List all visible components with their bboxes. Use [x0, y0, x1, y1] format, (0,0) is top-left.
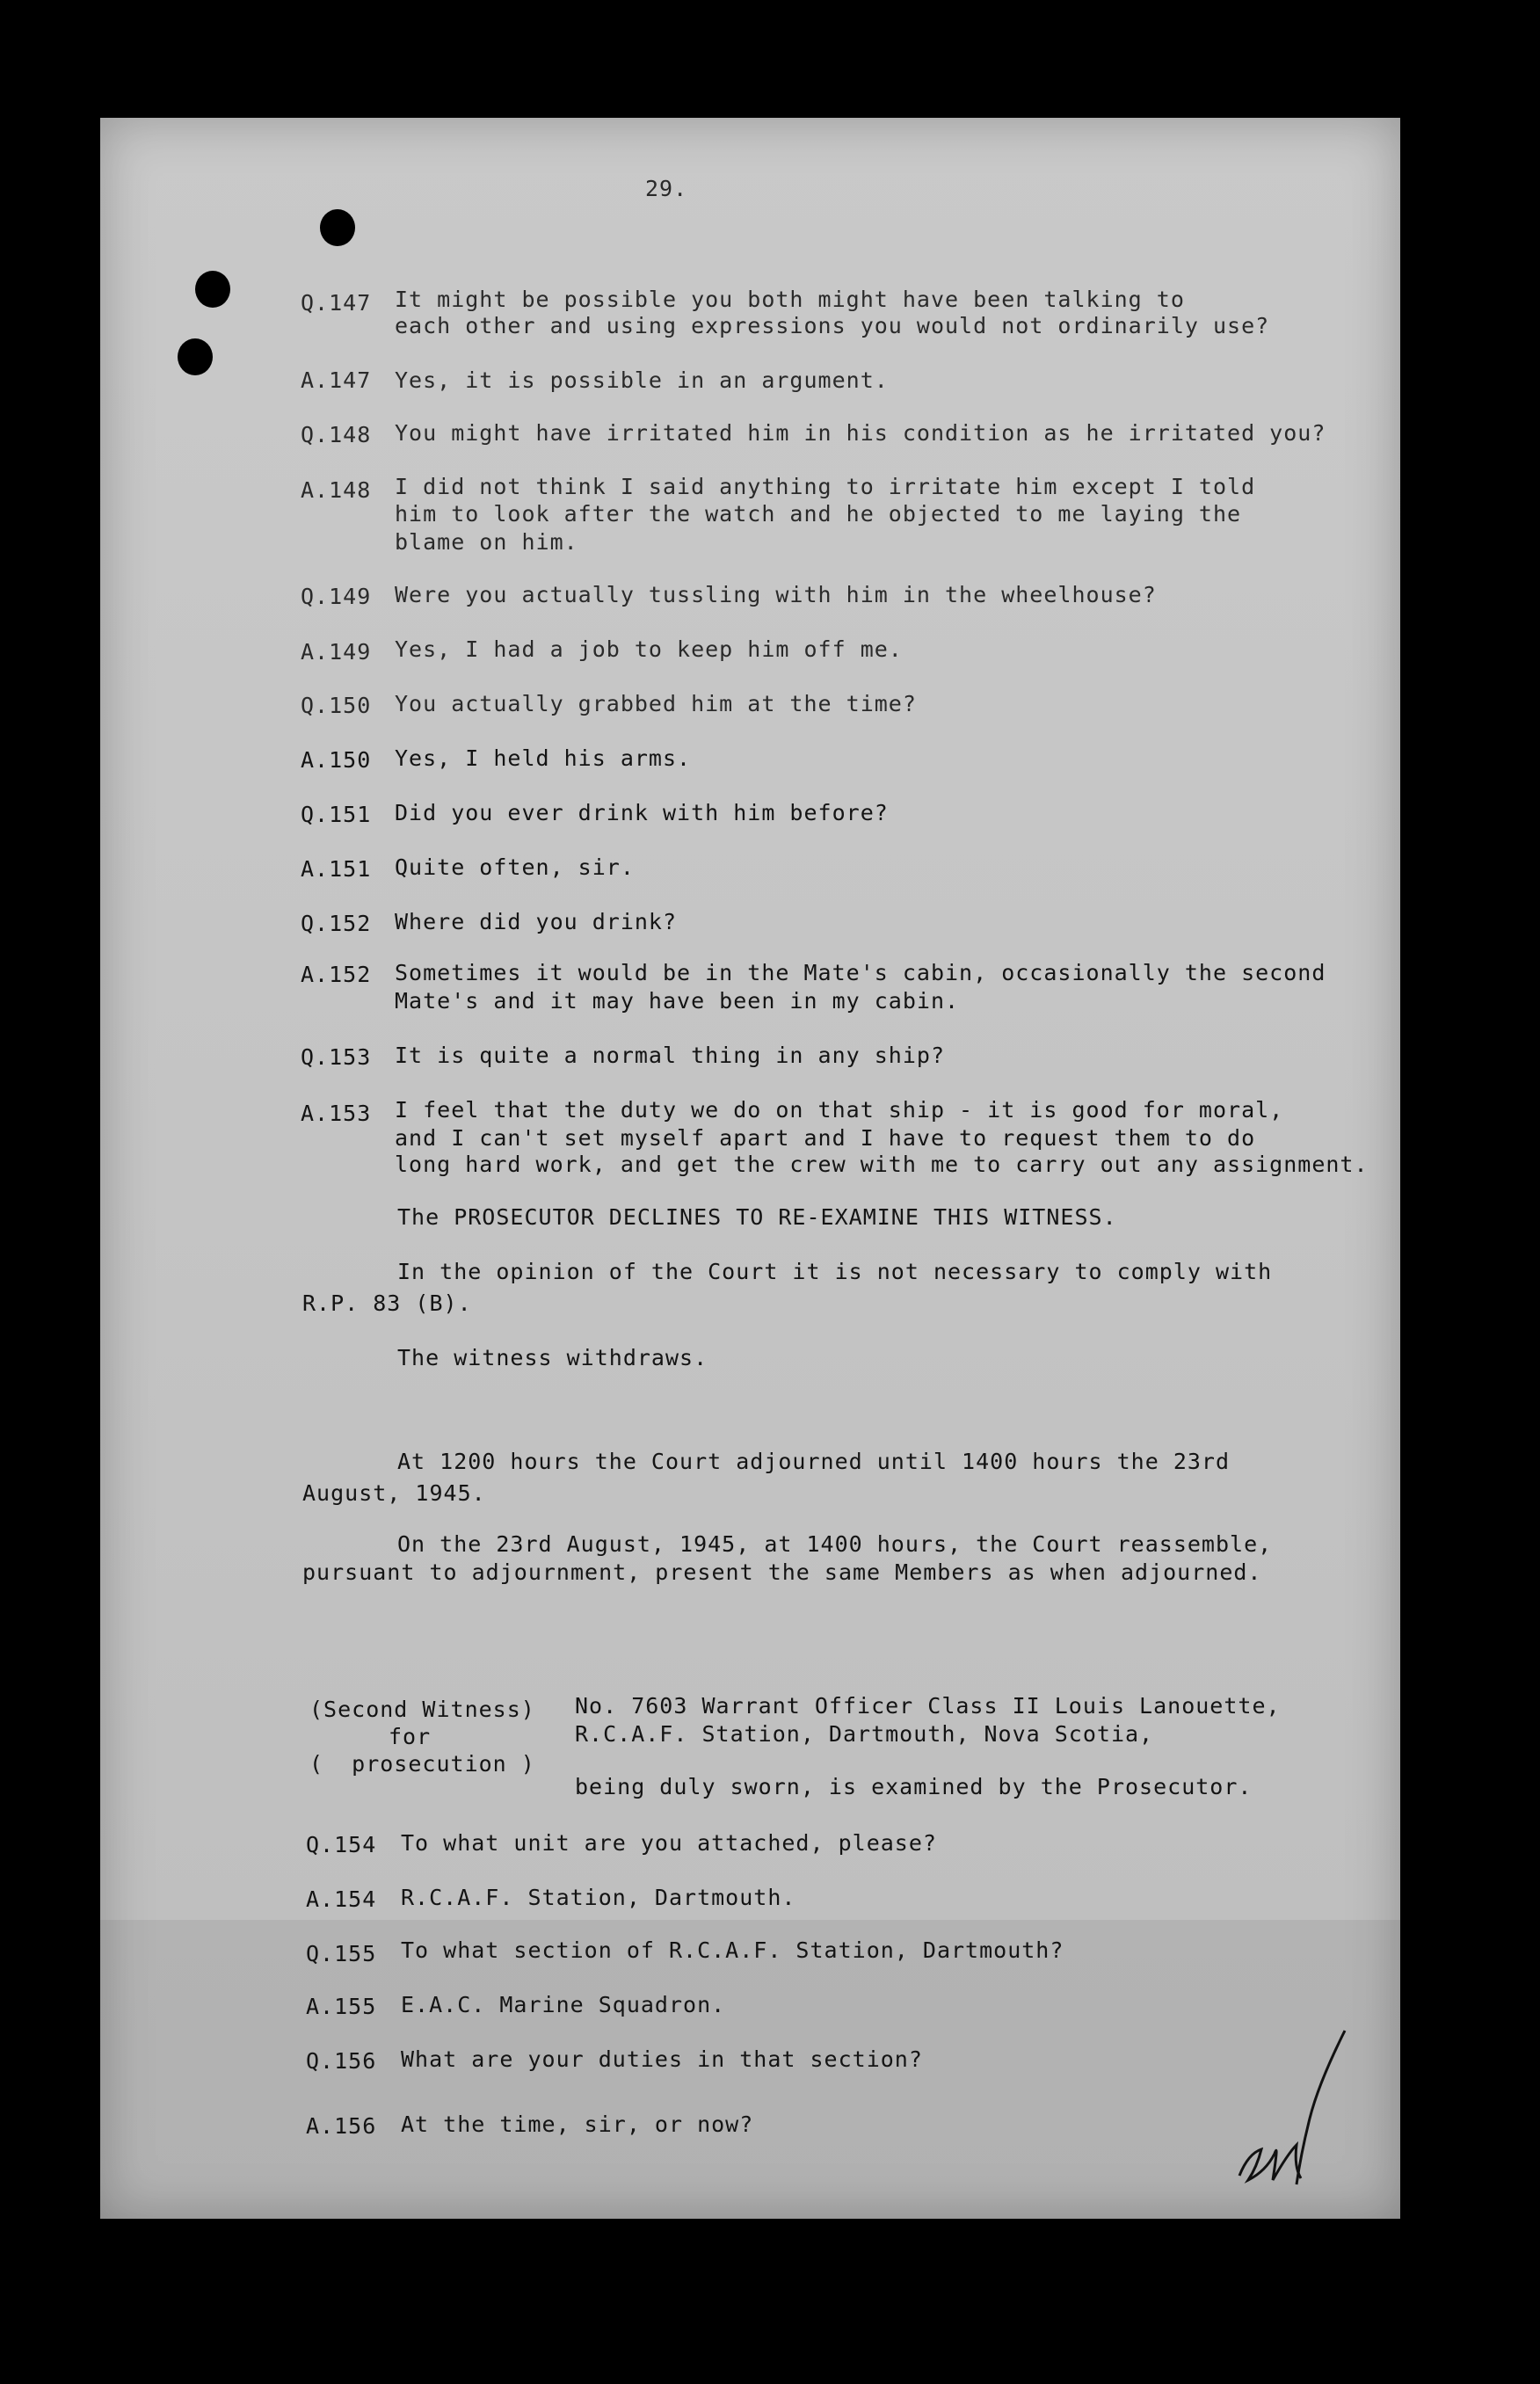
- qa-id: A.153: [301, 1101, 372, 1126]
- witness-withdraws: The witness withdraws.: [397, 1345, 708, 1370]
- page-number: 29.: [645, 176, 688, 201]
- qa-id: A.152: [301, 962, 372, 987]
- qa-id: A.149: [301, 639, 372, 665]
- witness-details-line1: No. 7603 Warrant Officer Class II Louis Lanouette,: [575, 1693, 1281, 1719]
- qa-text: What are your duties in that section?: [401, 2046, 923, 2072]
- qa-text: I feel that the duty we do on that ship - it is good for moral,: [395, 1097, 1284, 1123]
- qa-id: A.147: [301, 367, 372, 393]
- qa-text: To what section of R.C.A.F. Station, Dartmouth?: [401, 1937, 1064, 1963]
- qa-id: A.155: [306, 1994, 377, 2019]
- qa-text: Quite often, sir.: [395, 854, 635, 880]
- qa-id: Q.150: [301, 693, 372, 718]
- qa-text: Where did you drink?: [395, 909, 678, 934]
- qa-text: him to look after the watch and he objected to me laying the: [395, 501, 1242, 527]
- witness-details-line3: being duly sworn, is examined by the Prosecutor.: [575, 1774, 1253, 1799]
- witness-label-line2: for: [389, 1724, 432, 1749]
- punch-hole-top: [320, 209, 355, 246]
- qa-text: Yes, it is possible in an argument.: [395, 367, 889, 393]
- adjourn-line2: August, 1945.: [302, 1480, 486, 1506]
- qa-text: It might be possible you both might have been talking to: [395, 287, 1185, 312]
- qa-text: At the time, sir, or now?: [401, 2111, 754, 2137]
- qa-id: Q.152: [301, 911, 372, 936]
- qa-text: Were you actually tussling with him in the wheelhouse?: [395, 582, 1157, 607]
- qa-text: Mate's and it may have been in my cabin.: [395, 988, 960, 1014]
- qa-text: Did you ever drink with him before?: [395, 800, 889, 825]
- reassemble-line1: On the 23rd August, 1945, at 1400 hours, the Court reassemble,: [397, 1531, 1273, 1557]
- qa-id: Q.154: [306, 1832, 377, 1857]
- handwritten-initials-signature: [1213, 2022, 1354, 2198]
- qa-id: Q.153: [301, 1044, 372, 1070]
- qa-id: Q.155: [306, 1941, 377, 1966]
- witness-details-line2: R.C.A.F. Station, Dartmouth, Nova Scotia,: [575, 1721, 1154, 1747]
- court-opinion-line1: In the opinion of the Court it is not necessary to comply with: [397, 1259, 1273, 1284]
- punch-hole-bottom: [178, 338, 213, 375]
- qa-text: E.A.C. Marine Squadron.: [401, 1992, 726, 2017]
- qa-text: Yes, I had a job to keep him off me.: [395, 636, 903, 662]
- qa-id: A.150: [301, 747, 372, 773]
- qa-text: long hard work, and get the crew with me to carry out any assignment.: [395, 1152, 1369, 1177]
- qa-text: each other and using expressions you would not ordinarily use?: [395, 313, 1270, 338]
- qa-text: To what unit are you attached, please?: [401, 1830, 937, 1856]
- qa-text: I did not think I said anything to irritate him except I told: [395, 474, 1256, 499]
- punch-hole-middle: [195, 271, 230, 308]
- witness-label-line3: ( prosecution ): [309, 1751, 535, 1777]
- qa-id: A.156: [306, 2113, 377, 2139]
- qa-id: Q.148: [301, 422, 372, 447]
- qa-text: You actually grabbed him at the time?: [395, 691, 917, 716]
- witness-label-line1: (Second Witness): [309, 1697, 535, 1722]
- qa-id: A.151: [301, 856, 372, 882]
- adjourn-line1: At 1200 hours the Court adjourned until 1400 hours the 23rd: [397, 1449, 1231, 1474]
- qa-id: Q.151: [301, 802, 372, 827]
- qa-text: You might have irritated him in his condition as he irritated you?: [395, 420, 1326, 446]
- qa-text: Yes, I held his arms.: [395, 745, 692, 771]
- prosecutor-declines: The PROSECUTOR DECLINES TO RE-EXAMINE THIS WITNESS.: [397, 1204, 1117, 1230]
- qa-id: A.148: [301, 477, 372, 503]
- qa-id: Q.147: [301, 290, 372, 316]
- qa-text: and I can't set myself apart and I have to request them to do: [395, 1125, 1256, 1151]
- qa-id: Q.149: [301, 584, 372, 609]
- qa-text: blame on him.: [395, 529, 578, 555]
- reassemble-line2: pursuant to adjournment, present the same Members as when adjourned.: [302, 1559, 1262, 1585]
- qa-text: It is quite a normal thing in any ship?: [395, 1043, 945, 1068]
- qa-text: R.C.A.F. Station, Dartmouth.: [401, 1885, 796, 1910]
- qa-id: Q.156: [306, 2048, 377, 2074]
- court-opinion-line2: R.P. 83 (B).: [302, 1290, 472, 1316]
- qa-text: Sometimes it would be in the Mate's cabin, occasionally the second: [395, 960, 1326, 985]
- qa-id: A.154: [306, 1886, 377, 1912]
